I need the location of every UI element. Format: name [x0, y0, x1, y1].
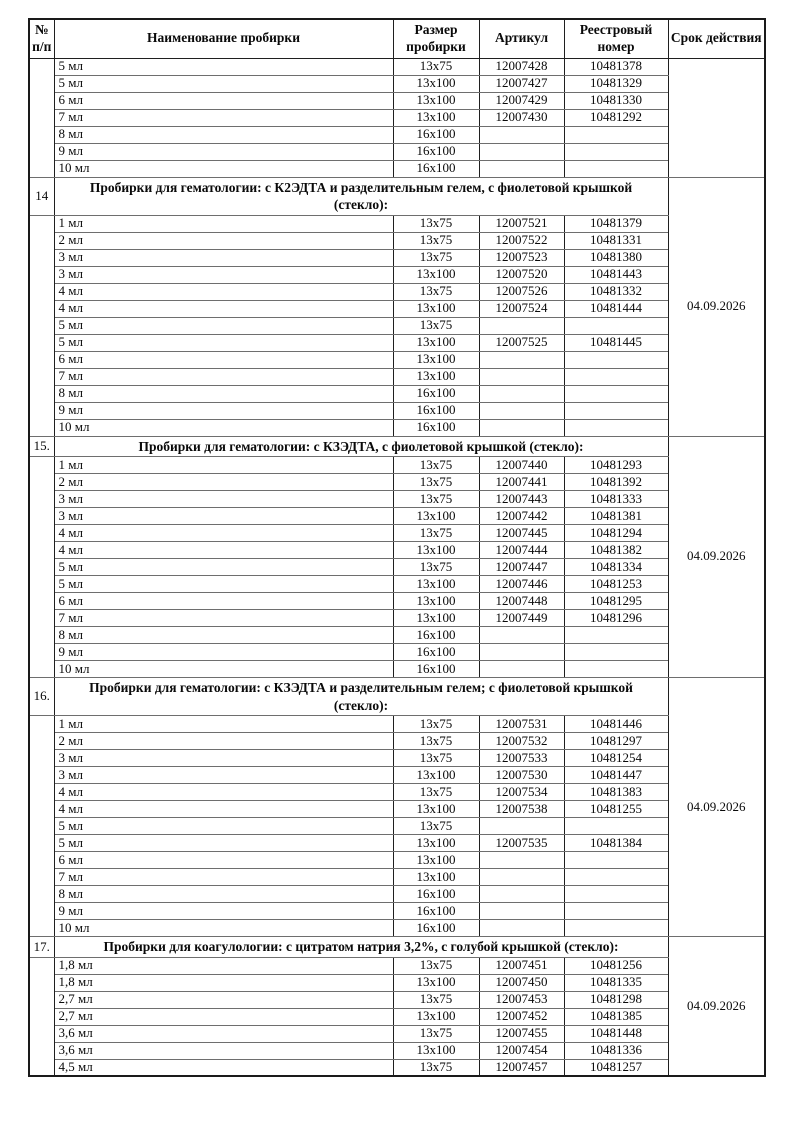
registry-number-cell: 10481329 — [564, 75, 668, 92]
article-cell: 12007429 — [479, 92, 564, 109]
article-cell: 12007445 — [479, 525, 564, 542]
tube-name-cell: 5 мл — [54, 58, 393, 75]
tube-name-cell: 4 мл — [54, 300, 393, 317]
tube-name-cell: 4 мл — [54, 525, 393, 542]
registry-number-cell — [564, 385, 668, 402]
registry-number-cell: 10481392 — [564, 474, 668, 491]
tube-name-cell: 5 мл — [54, 75, 393, 92]
article-cell: 12007449 — [479, 610, 564, 627]
article-cell: 12007444 — [479, 542, 564, 559]
registry-number-cell: 10481382 — [564, 542, 668, 559]
table-row — [29, 508, 765, 525]
article-cell: 12007453 — [479, 991, 564, 1008]
tube-size-cell: 13x75 — [393, 957, 479, 974]
article-cell: 12007430 — [479, 109, 564, 126]
section-number-spacer-cell — [29, 957, 54, 1076]
registry-number-cell — [564, 869, 668, 886]
tube-name-cell: 4 мл — [54, 801, 393, 818]
tube-name-cell: 8 мл — [54, 385, 393, 402]
table-row — [29, 957, 765, 974]
tube-size-cell: 16x100 — [393, 644, 479, 661]
tube-size-cell: 13x100 — [393, 869, 479, 886]
tube-name-cell: 7 мл — [54, 869, 393, 886]
registry-number-cell — [564, 818, 668, 835]
section-number-spacer-cell — [29, 716, 54, 937]
registry-number-cell: 10481296 — [564, 610, 668, 627]
registry-number-cell: 10481380 — [564, 249, 668, 266]
tube-name-cell: 7 мл — [54, 368, 393, 385]
tube-size-cell: 13x100 — [393, 109, 479, 126]
registry-number-cell: 10481447 — [564, 767, 668, 784]
article-cell — [479, 160, 564, 177]
registry-number-cell: 10481385 — [564, 1008, 668, 1025]
article-cell: 12007538 — [479, 801, 564, 818]
article-cell — [479, 419, 564, 436]
tube-name-cell: 5 мл — [54, 334, 393, 351]
table-row — [29, 835, 765, 852]
registry-number-cell: 10481297 — [564, 733, 668, 750]
tube-name-cell: 10 мл — [54, 160, 393, 177]
table-row — [29, 920, 765, 937]
registry-number-cell: 10481444 — [564, 300, 668, 317]
article-cell: 12007443 — [479, 491, 564, 508]
article-cell: 12007427 — [479, 75, 564, 92]
article-cell: 12007457 — [479, 1059, 564, 1076]
section-number-cell: 16. — [29, 678, 54, 716]
tube-size-cell: 13x75 — [393, 491, 479, 508]
registry-number-cell: 10481335 — [564, 974, 668, 991]
tube-name-cell: 2 мл — [54, 232, 393, 249]
table-row — [29, 283, 765, 300]
article-cell: 12007454 — [479, 1042, 564, 1059]
tube-size-cell: 13x75 — [393, 317, 479, 334]
registry-number-cell: 10481333 — [564, 491, 668, 508]
table-row — [29, 334, 765, 351]
tube-name-cell: 1,8 мл — [54, 957, 393, 974]
article-cell — [479, 385, 564, 402]
tube-size-cell: 13x100 — [393, 801, 479, 818]
table-row — [29, 317, 765, 334]
registry-number-cell — [564, 126, 668, 143]
article-cell: 12007534 — [479, 784, 564, 801]
tube-name-cell: 8 мл — [54, 126, 393, 143]
table-row — [29, 232, 765, 249]
tube-name-cell: 1,8 мл — [54, 974, 393, 991]
article-cell: 12007440 — [479, 457, 564, 474]
tube-size-cell: 16x100 — [393, 385, 479, 402]
article-cell: 12007522 — [479, 232, 564, 249]
tube-name-cell: 3 мл — [54, 508, 393, 525]
table-row — [29, 559, 765, 576]
table-row — [29, 419, 765, 436]
article-cell: 12007535 — [479, 835, 564, 852]
registry-number-cell: 10481378 — [564, 58, 668, 75]
registry-number-cell — [564, 644, 668, 661]
section-header-row — [29, 937, 765, 958]
tube-name-cell: 5 мл — [54, 317, 393, 334]
tube-size-cell: 13x100 — [393, 767, 479, 784]
tube-size-cell: 13x100 — [393, 334, 479, 351]
article-cell: 12007442 — [479, 508, 564, 525]
tube-size-cell: 13x100 — [393, 300, 479, 317]
table-row — [29, 750, 765, 767]
table-row — [29, 903, 765, 920]
table-row — [29, 266, 765, 283]
article-cell: 12007441 — [479, 474, 564, 491]
validity-cell: 04.09.2026 — [668, 678, 765, 937]
registry-number-cell: 10481334 — [564, 559, 668, 576]
tube-size-cell: 13x100 — [393, 974, 479, 991]
tube-size-cell: 16x100 — [393, 160, 479, 177]
tube-size-cell: 16x100 — [393, 903, 479, 920]
article-cell: 12007451 — [479, 957, 564, 974]
registry-number-cell: 10481332 — [564, 283, 668, 300]
table-row — [29, 852, 765, 869]
tube-size-cell: 13x75 — [393, 249, 479, 266]
tube-name-cell: 8 мл — [54, 886, 393, 903]
table-row — [29, 143, 765, 160]
registry-number-cell: 10481448 — [564, 1025, 668, 1042]
registry-number-cell: 10481254 — [564, 750, 668, 767]
table-row — [29, 126, 765, 143]
tube-name-cell: 1 мл — [54, 215, 393, 232]
tube-name-cell: 3 мл — [54, 266, 393, 283]
tubes-registry-table — [28, 18, 766, 1077]
section-title-cell: Пробирки для коагулологии: с цитратом натрия 3,2%, с голубой крышкой (стекло): — [54, 937, 668, 958]
tube-size-cell: 13x75 — [393, 1025, 479, 1042]
article-cell — [479, 644, 564, 661]
tube-name-cell: 7 мл — [54, 610, 393, 627]
table-row — [29, 610, 765, 627]
tube-size-cell: 13x100 — [393, 593, 479, 610]
table-row — [29, 1059, 765, 1076]
tube-size-cell: 13x100 — [393, 266, 479, 283]
tube-size-cell: 16x100 — [393, 402, 479, 419]
tube-name-cell: 1 мл — [54, 457, 393, 474]
tube-name-cell: 3 мл — [54, 767, 393, 784]
table-row — [29, 215, 765, 232]
tube-size-cell: 13x100 — [393, 351, 479, 368]
registry-number-cell — [564, 419, 668, 436]
tube-size-cell: 13x75 — [393, 559, 479, 576]
registry-number-cell: 10481331 — [564, 232, 668, 249]
col-header-tube-size: Размер пробирки — [393, 19, 479, 58]
registry-number-cell — [564, 368, 668, 385]
table-row — [29, 109, 765, 126]
table-row — [29, 249, 765, 266]
article-cell — [479, 886, 564, 903]
article-cell: 12007452 — [479, 1008, 564, 1025]
registry-number-cell: 10481443 — [564, 266, 668, 283]
tube-name-cell: 4 мл — [54, 542, 393, 559]
table-row — [29, 351, 765, 368]
article-cell: 12007447 — [479, 559, 564, 576]
article-cell — [479, 920, 564, 937]
table-row — [29, 974, 765, 991]
tube-size-cell: 13x100 — [393, 92, 479, 109]
tube-name-cell: 9 мл — [54, 402, 393, 419]
article-cell: 12007530 — [479, 767, 564, 784]
registry-number-cell: 10481255 — [564, 801, 668, 818]
registry-number-cell — [564, 627, 668, 644]
registry-number-cell — [564, 143, 668, 160]
registry-number-cell: 10481384 — [564, 835, 668, 852]
section-number-spacer-cell — [29, 58, 54, 177]
table-row — [29, 869, 765, 886]
registry-number-cell: 10481379 — [564, 215, 668, 232]
table-row — [29, 644, 765, 661]
section-title-cell: Пробирки для гематологии: с КЗЭДТА и разделительным гелем; с фиолетовой крышкой (стекло): — [54, 678, 668, 716]
registry-number-cell: 10481446 — [564, 716, 668, 733]
registry-number-cell: 10481445 — [564, 334, 668, 351]
tube-name-cell: 2,7 мл — [54, 1008, 393, 1025]
registry-number-cell: 10481295 — [564, 593, 668, 610]
tube-size-cell: 13x100 — [393, 610, 479, 627]
tube-size-cell: 16x100 — [393, 661, 479, 678]
tube-name-cell: 2,7 мл — [54, 991, 393, 1008]
section-number-spacer-cell — [29, 457, 54, 678]
table-row — [29, 58, 765, 75]
tube-size-cell: 13x100 — [393, 1008, 479, 1025]
tube-name-cell: 10 мл — [54, 920, 393, 937]
registry-number-cell — [564, 903, 668, 920]
tube-name-cell: 3,6 мл — [54, 1042, 393, 1059]
section-title-cell: Пробирки для гематологии: с КЗЭДТА, с фиолетовой крышкой (стекло): — [54, 436, 668, 457]
table-row — [29, 92, 765, 109]
tube-size-cell: 16x100 — [393, 126, 479, 143]
table-row — [29, 160, 765, 177]
section-number-cell: 14 — [29, 177, 54, 215]
article-cell — [479, 317, 564, 334]
tube-size-cell: 13x75 — [393, 991, 479, 1008]
tube-name-cell: 4 мл — [54, 283, 393, 300]
col-header-tube-name: Наименование пробирки — [54, 19, 393, 58]
article-cell: 12007455 — [479, 1025, 564, 1042]
section-number-cell: 15. — [29, 436, 54, 457]
tube-size-cell: 13x100 — [393, 542, 479, 559]
article-cell — [479, 402, 564, 419]
tube-name-cell: 9 мл — [54, 143, 393, 160]
table-row — [29, 1008, 765, 1025]
table-row — [29, 385, 765, 402]
validity-spacer-cell — [668, 58, 765, 177]
tube-name-cell: 2 мл — [54, 733, 393, 750]
article-cell: 12007525 — [479, 334, 564, 351]
table-row — [29, 733, 765, 750]
tube-size-cell: 13x75 — [393, 232, 479, 249]
tube-name-cell: 3,6 мл — [54, 1025, 393, 1042]
section-number-spacer-cell — [29, 215, 54, 436]
registry-number-cell: 10481293 — [564, 457, 668, 474]
section-header-row — [29, 177, 765, 215]
tube-name-cell: 4,5 мл — [54, 1059, 393, 1076]
article-cell: 12007520 — [479, 266, 564, 283]
table-row — [29, 627, 765, 644]
tube-name-cell: 10 мл — [54, 661, 393, 678]
table-row — [29, 661, 765, 678]
tube-name-cell: 5 мл — [54, 818, 393, 835]
tube-size-cell: 16x100 — [393, 419, 479, 436]
tube-name-cell: 10 мл — [54, 419, 393, 436]
table-row — [29, 1042, 765, 1059]
registry-number-cell — [564, 160, 668, 177]
registry-number-cell: 10481336 — [564, 1042, 668, 1059]
table-row — [29, 368, 765, 385]
tube-name-cell: 6 мл — [54, 852, 393, 869]
tube-size-cell: 13x75 — [393, 474, 479, 491]
validity-cell: 04.09.2026 — [668, 177, 765, 436]
section-header-row — [29, 436, 765, 457]
table-row — [29, 716, 765, 733]
article-cell: 12007428 — [479, 58, 564, 75]
article-cell: 12007446 — [479, 576, 564, 593]
article-cell — [479, 661, 564, 678]
article-cell: 12007526 — [479, 283, 564, 300]
registry-number-cell — [564, 852, 668, 869]
col-header-validity: Срок действия — [668, 19, 765, 58]
registry-number-cell: 10481294 — [564, 525, 668, 542]
article-cell — [479, 126, 564, 143]
tube-size-cell: 13x75 — [393, 525, 479, 542]
table-row — [29, 542, 765, 559]
registry-number-cell: 10481257 — [564, 1059, 668, 1076]
tube-name-cell: 1 мл — [54, 716, 393, 733]
article-cell — [479, 852, 564, 869]
registry-number-cell: 10481330 — [564, 92, 668, 109]
registry-number-cell: 10481298 — [564, 991, 668, 1008]
tube-name-cell: 3 мл — [54, 249, 393, 266]
validity-cell: 04.09.2026 — [668, 436, 765, 678]
article-cell: 12007533 — [479, 750, 564, 767]
table-row — [29, 576, 765, 593]
tube-name-cell: 6 мл — [54, 92, 393, 109]
registry-number-cell — [564, 886, 668, 903]
tube-name-cell: 4 мл — [54, 784, 393, 801]
registry-number-cell: 10481253 — [564, 576, 668, 593]
tube-size-cell: 13x75 — [393, 58, 479, 75]
article-cell — [479, 351, 564, 368]
tube-size-cell: 13x100 — [393, 1042, 479, 1059]
table-row — [29, 818, 765, 835]
table-row — [29, 491, 765, 508]
registry-number-cell: 10481292 — [564, 109, 668, 126]
registry-number-cell — [564, 402, 668, 419]
tube-size-cell: 13x100 — [393, 368, 479, 385]
table-row — [29, 474, 765, 491]
table-row — [29, 784, 765, 801]
registry-number-cell: 10481381 — [564, 508, 668, 525]
tube-size-cell: 13x75 — [393, 457, 479, 474]
col-header-article: Артикул — [479, 19, 564, 58]
article-cell: 12007450 — [479, 974, 564, 991]
tube-size-cell: 13x100 — [393, 75, 479, 92]
table-header-row — [29, 19, 765, 58]
tube-size-cell: 13x75 — [393, 1059, 479, 1076]
table-row — [29, 457, 765, 474]
article-cell — [479, 903, 564, 920]
tube-name-cell: 5 мл — [54, 835, 393, 852]
table-row — [29, 886, 765, 903]
tube-size-cell: 13x75 — [393, 818, 479, 835]
tube-name-cell: 9 мл — [54, 903, 393, 920]
article-cell — [479, 869, 564, 886]
article-cell: 12007523 — [479, 249, 564, 266]
tube-size-cell: 13x75 — [393, 750, 479, 767]
col-header-registry-number: Реестровый номер — [564, 19, 668, 58]
tube-name-cell: 3 мл — [54, 750, 393, 767]
table-row — [29, 593, 765, 610]
tube-size-cell: 13x75 — [393, 733, 479, 750]
tube-size-cell: 13x100 — [393, 508, 479, 525]
tube-name-cell: 9 мл — [54, 644, 393, 661]
tube-size-cell: 13x75 — [393, 215, 479, 232]
table-row — [29, 1025, 765, 1042]
tube-size-cell: 16x100 — [393, 920, 479, 937]
table-row — [29, 525, 765, 542]
tube-size-cell: 13x75 — [393, 283, 479, 300]
tube-name-cell: 6 мл — [54, 351, 393, 368]
article-cell: 12007521 — [479, 215, 564, 232]
tube-name-cell: 8 мл — [54, 627, 393, 644]
registry-number-cell — [564, 317, 668, 334]
article-cell — [479, 143, 564, 160]
table-row — [29, 402, 765, 419]
article-cell: 12007531 — [479, 716, 564, 733]
table-row — [29, 767, 765, 784]
tube-size-cell: 16x100 — [393, 143, 479, 160]
table-row — [29, 991, 765, 1008]
tube-size-cell: 16x100 — [393, 886, 479, 903]
section-number-cell: 17. — [29, 937, 54, 958]
section-header-row — [29, 678, 765, 716]
tube-name-cell: 7 мл — [54, 109, 393, 126]
article-cell — [479, 368, 564, 385]
registry-number-cell: 10481256 — [564, 957, 668, 974]
registry-number-cell — [564, 920, 668, 937]
tube-name-cell: 6 мл — [54, 593, 393, 610]
table-row — [29, 801, 765, 818]
table-row — [29, 300, 765, 317]
tube-size-cell: 13x100 — [393, 835, 479, 852]
registry-number-cell — [564, 661, 668, 678]
article-cell — [479, 818, 564, 835]
tube-size-cell: 13x75 — [393, 784, 479, 801]
article-cell: 12007448 — [479, 593, 564, 610]
table-row — [29, 75, 765, 92]
tube-size-cell: 16x100 — [393, 627, 479, 644]
article-cell: 12007532 — [479, 733, 564, 750]
article-cell — [479, 627, 564, 644]
tube-name-cell: 5 мл — [54, 576, 393, 593]
tube-name-cell: 3 мл — [54, 491, 393, 508]
col-header-row-number: № п/п — [29, 19, 54, 58]
tube-size-cell: 13x100 — [393, 576, 479, 593]
registry-number-cell — [564, 351, 668, 368]
section-title-cell: Пробирки для гематологии: с К2ЭДТА и разделительным гелем, с фиолетовой крышкой (стекло): — [54, 177, 668, 215]
tube-name-cell: 2 мл — [54, 474, 393, 491]
validity-cell: 04.09.2026 — [668, 937, 765, 1077]
tube-name-cell: 5 мл — [54, 559, 393, 576]
tube-size-cell: 13x100 — [393, 852, 479, 869]
tube-size-cell: 13x75 — [393, 716, 479, 733]
registry-number-cell: 10481383 — [564, 784, 668, 801]
article-cell: 12007524 — [479, 300, 564, 317]
